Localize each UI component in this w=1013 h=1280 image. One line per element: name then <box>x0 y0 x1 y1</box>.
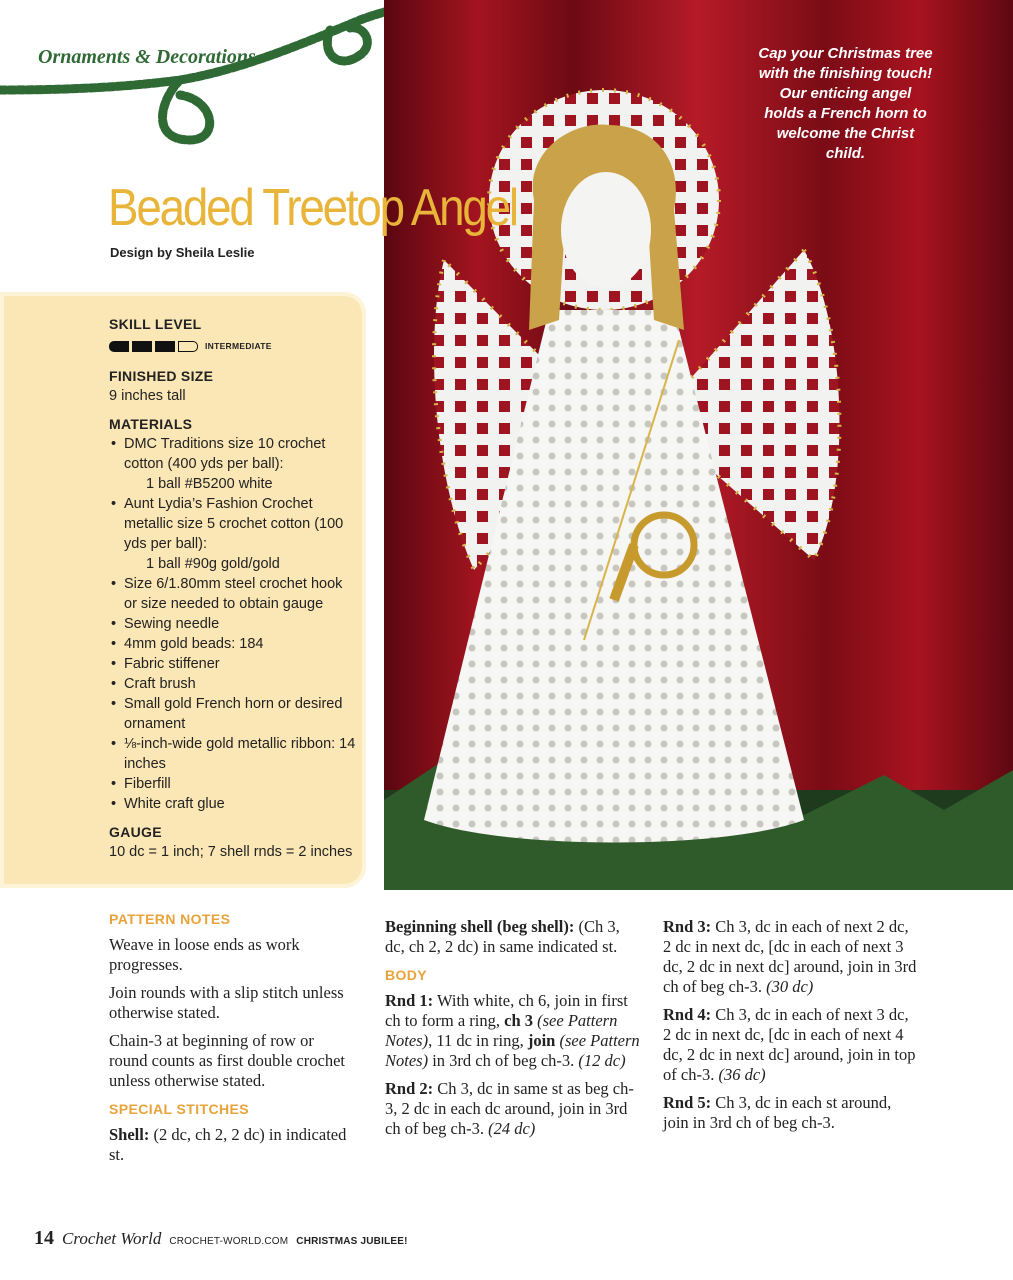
list-item: • White craft glue <box>109 794 359 814</box>
skill-heading: SKILL LEVEL <box>109 316 202 332</box>
skill-segment <box>109 341 129 352</box>
materials-panel <box>0 292 366 888</box>
list-item: • Fiberfill <box>109 774 359 794</box>
body-heading: BODY <box>385 967 428 983</box>
list-item: • 4mm gold beads: 184 <box>109 634 359 654</box>
rnd-3: Rnd 3: Ch 3, dc in each of next 2 dc, 2 dc in next dc, [dc in each of next 3 dc, 2 dc in next dc] around, join in 3rd ch of beg ch-3. (30 dc) <box>663 917 917 996</box>
shell-definition: Shell: (2 dc, ch 2, 2 dc) in indicated st. <box>109 1125 347 1164</box>
byline: Design by Sheila Leslie <box>110 245 255 260</box>
column-2 <box>385 917 640 1147</box>
website: CROCHET-WORLD.COM <box>169 1236 289 1247</box>
note-1: Weave in loose ends as work progresses. <box>109 935 300 974</box>
issue-name: CHRISTMAS JUBILEE! <box>296 1236 408 1247</box>
pattern-notes-heading: PATTERN NOTES <box>109 911 231 927</box>
rnd-2: Rnd 2: Ch 3, dc in same st as beg ch-3, 2 dc in each dc around, join in 3rd ch of beg ch-3. (24 dc) <box>385 1079 634 1138</box>
section-tag: Ornaments & Decorations <box>38 46 256 68</box>
beg-shell-definition: Beginning shell (beg shell): (Ch 3, dc, ch 2, 2 dc) in same indicated st. <box>385 917 620 956</box>
gauge-value: 10 dc = 1 inch; 7 shell rnds = 2 inches <box>109 844 353 860</box>
list-item: • ⅛-inch-wide gold metallic ribbon: 14 inches <box>109 734 359 774</box>
note-2: Join rounds with a slip stitch unless otherwise stated. <box>109 983 344 1022</box>
column-1 <box>109 903 349 1173</box>
page-number: 14 <box>34 1227 54 1249</box>
size-value: 9 inches tall <box>109 388 186 404</box>
list-item: • Craft brush <box>109 674 359 694</box>
skill-segment <box>155 341 175 352</box>
list-item: • Fabric stiffener <box>109 654 359 674</box>
list-item: • Aunt Lydia’s Fashion Crochet metallic size 5 crochet cotton (100 yds per ball): 1 ball #90g gold/gold <box>109 494 359 574</box>
list-item: • DMC Traditions size 10 crochet cotton (400 yds per ball): 1 ball #B5200 white <box>109 434 359 494</box>
size-heading: FINISHED SIZE <box>109 368 214 384</box>
skill-segment <box>132 341 152 352</box>
special-stitches-heading: SPECIAL STITCHES <box>109 1101 249 1117</box>
rnd-4: Rnd 4: Ch 3, dc in each of next 3 dc, 2 dc in next dc, [dc in each of next 4 dc, 2 dc in next dc] around, join in top of ch-3. (36 dc) <box>663 1005 916 1084</box>
page-footer <box>34 1227 408 1250</box>
photo-caption: Cap your Christmas tree with the finishing touch! Our enticing angel holds a French horn to welcome the Christ child. <box>758 45 933 162</box>
materials-heading: MATERIALS <box>109 416 193 432</box>
list-item: • Size 6/1.80mm steel crochet hook or size needed to obtain gauge <box>109 574 359 614</box>
gauge-heading: GAUGE <box>109 824 162 840</box>
page-title: Beaded Treetop Angel <box>108 179 517 237</box>
column-3 <box>663 917 918 1141</box>
magazine-name: Crochet World <box>62 1229 162 1248</box>
skill-label: INTERMEDIATE <box>205 341 272 351</box>
note-3: Chain-3 at beginning of row or round counts as first double crochet unless otherwise stated. <box>109 1031 345 1090</box>
rnd-5: Rnd 5: Ch 3, dc in each st around, join in 3rd ch of beg ch-3. <box>663 1093 892 1132</box>
skill-level-bar <box>109 336 359 356</box>
rnd-1: Rnd 1: With white, ch 6, join in first ch to form a ring, ch 3 (see Pattern Notes), 11 dc in ring, join (see Pattern Notes) in 3rd ch of beg ch-3. (12 dc) <box>385 991 640 1070</box>
skill-segment <box>178 341 198 352</box>
list-item: • Sewing needle <box>109 614 359 634</box>
materials-list <box>109 434 359 814</box>
list-item: • Small gold French horn or desired ornament <box>109 694 359 734</box>
